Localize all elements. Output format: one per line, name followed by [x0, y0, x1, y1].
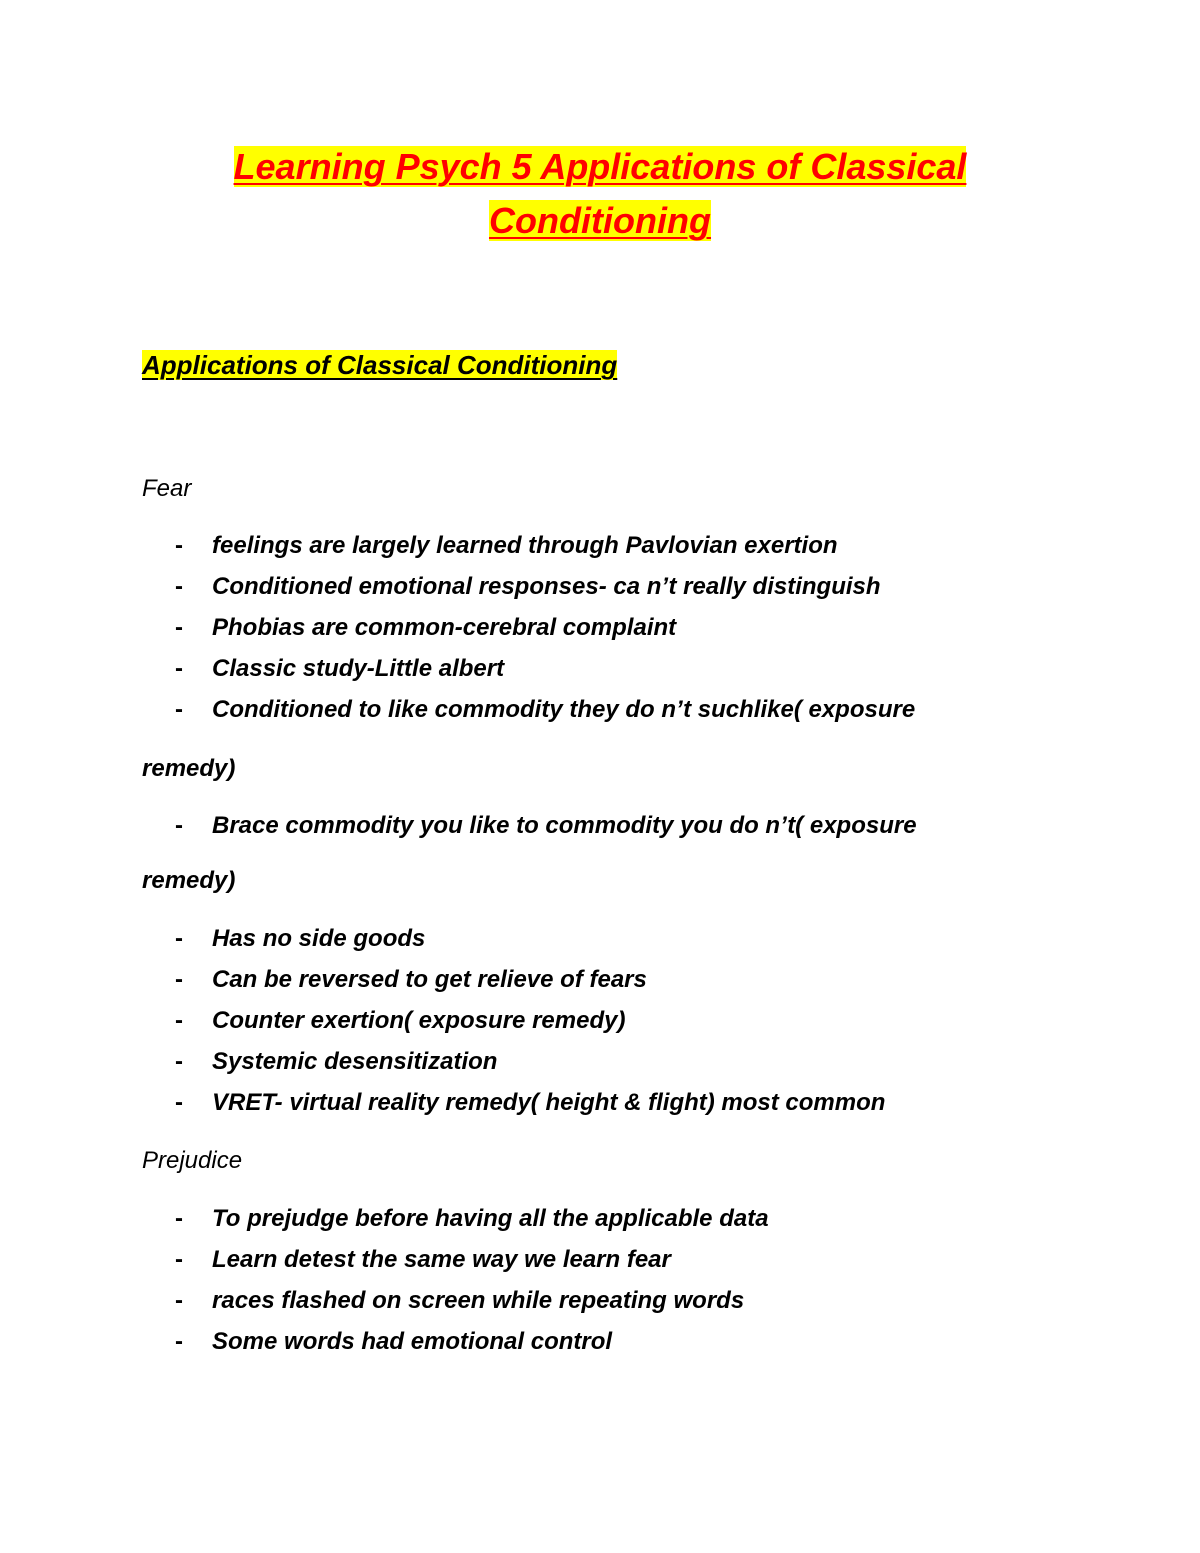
- list-item: [142, 805, 1142, 846]
- list-item-text: Conditioned to like commodity they do n’t suchlike( exposure: [212, 696, 916, 723]
- list-item: [142, 1082, 1142, 1123]
- title-line-1: Learning Psych 5 Applications of Classical: [233, 146, 967, 187]
- list-item: [142, 689, 1142, 730]
- list-item: [142, 1321, 1142, 1362]
- bullet-marker: -: [175, 1089, 183, 1116]
- continuation-text: remedy): [142, 867, 236, 894]
- list-item-text: Has no side goods: [212, 925, 426, 952]
- list-item: [142, 566, 1142, 607]
- fear-bullet-list-b: [142, 805, 1142, 846]
- prejudice-bullet-list: [142, 1198, 1142, 1362]
- bullet-marker: -: [175, 614, 183, 641]
- list-item-text: Classic study-Little albert: [212, 655, 505, 682]
- bullet-marker: -: [175, 573, 183, 600]
- fear-bullet-list-c: [142, 918, 1142, 1123]
- list-item-text: Some words had emotional control: [212, 1328, 613, 1355]
- list-item-text: To prejudge before having all the applicable data: [212, 1205, 769, 1232]
- bullet-marker: -: [175, 925, 183, 952]
- list-item: [142, 959, 1142, 1000]
- list-item-text: races flashed on screen while repeating words: [212, 1287, 745, 1314]
- bullet-marker: -: [175, 966, 183, 993]
- list-item-text: Phobias are common-cerebral complaint: [212, 614, 677, 641]
- list-item: [142, 1198, 1142, 1239]
- list-item-text: Systemic desensitization: [212, 1048, 498, 1075]
- bullet-marker: -: [175, 1246, 183, 1273]
- bullet-marker: -: [175, 655, 183, 682]
- bullet-marker: -: [175, 696, 183, 723]
- prejudice-heading: Prejudice: [142, 1147, 243, 1174]
- bullet-marker: -: [175, 1007, 183, 1034]
- list-item: [142, 648, 1142, 689]
- list-item-text: Conditioned emotional responses- ca n’t really distinguish: [212, 573, 881, 600]
- fear-heading: Fear: [142, 475, 192, 502]
- document-title: [100, 140, 1100, 248]
- bullet-marker: -: [175, 532, 183, 559]
- list-item-text: Counter exertion( exposure remedy): [212, 1007, 626, 1034]
- list-item: [142, 1280, 1142, 1321]
- bullet-marker: -: [175, 1048, 183, 1075]
- list-item-text: Brace commodity you like to commodity you do n’t( exposure: [212, 812, 917, 839]
- bullet-marker: -: [175, 812, 183, 839]
- list-item-text: Can be reversed to get relieve of fears: [212, 966, 647, 993]
- continuation-text: remedy): [142, 755, 236, 782]
- list-item: [142, 1239, 1142, 1280]
- bullet-marker: -: [175, 1328, 183, 1355]
- bullet-marker: -: [175, 1205, 183, 1232]
- list-item-text: feelings are largely learned through Pavlovian exertion: [212, 532, 838, 559]
- list-item: [142, 607, 1142, 648]
- list-item-text: VRET- virtual reality remedy( height & flight) most common: [212, 1089, 886, 1116]
- list-item: [142, 1041, 1142, 1082]
- list-item: [142, 918, 1142, 959]
- list-item: [142, 1000, 1142, 1041]
- fear-bullet-list-a: [142, 525, 1142, 730]
- list-item: [142, 525, 1142, 566]
- bullet-marker: -: [175, 1287, 183, 1314]
- list-item-text: Learn detest the same way we learn fear: [212, 1246, 671, 1273]
- title-line-2: Conditioning: [489, 200, 711, 241]
- section-heading: [142, 343, 617, 387]
- section-heading-text: Applications of Classical Conditioning: [142, 350, 618, 380]
